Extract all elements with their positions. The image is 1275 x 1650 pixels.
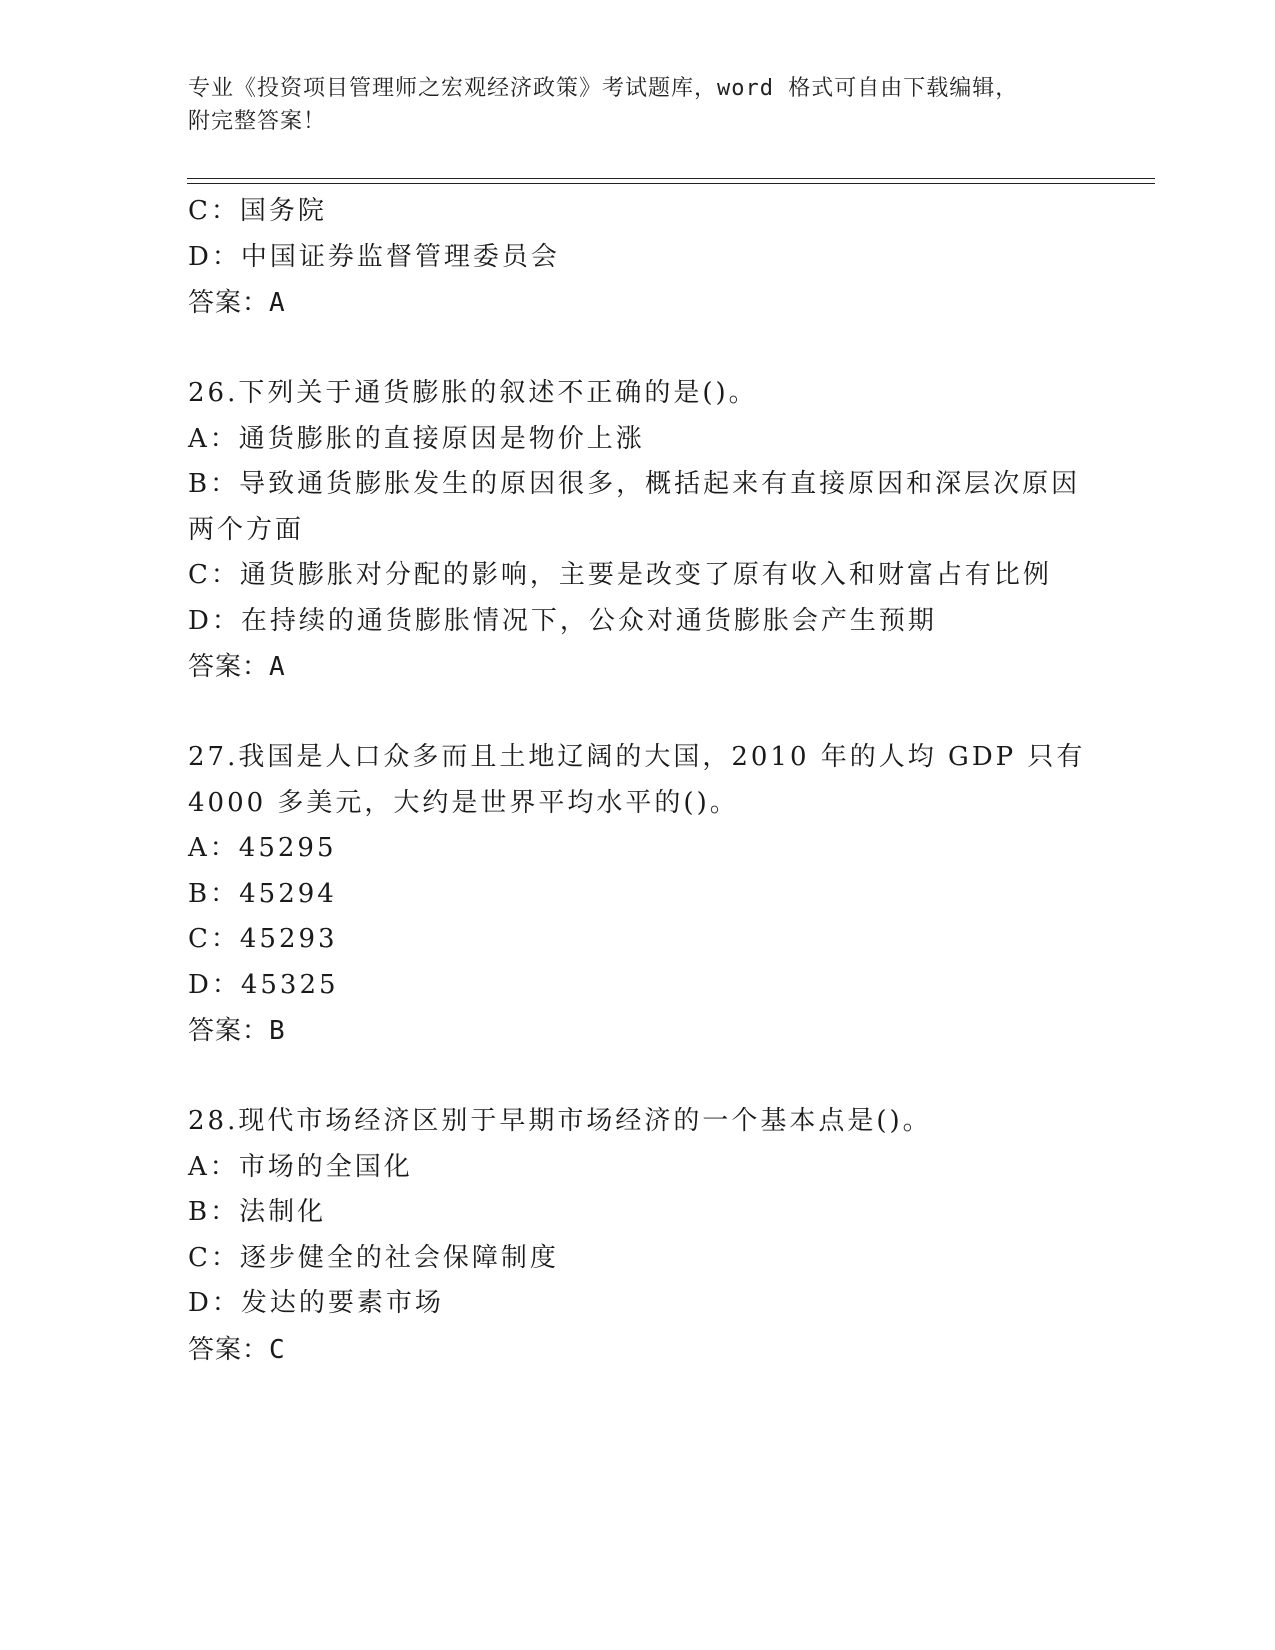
question-stem: 28.现代市场经济区别于早期市场经济的一个基本点是()。: [188, 1106, 932, 1136]
answer-label: 答案：: [188, 1016, 270, 1046]
answer-value: A: [269, 288, 286, 318]
option-line: [188, 235, 1088, 281]
question-block-28: [188, 1099, 1088, 1373]
question-stem: 27.我国是人口众多而且土地辽阔的大国，2010 年的人均 GDP 只有: [188, 742, 1086, 772]
option-line: A：45295: [188, 833, 337, 863]
option-line: D：发达的要素市场: [188, 1288, 444, 1318]
option-label: D：: [188, 241, 241, 272]
answer-line: [188, 280, 1088, 326]
answer-value: C: [269, 1334, 286, 1365]
option-line: B：45294: [188, 878, 337, 909]
question-block-27: [188, 735, 1088, 1054]
spacer: [188, 690, 1088, 735]
option-line: C：通货膨胀对分配的影响，主要是改变了原有收入和财富占有比例: [188, 560, 1052, 590]
document-header: [188, 72, 1088, 138]
header-rule-bottom: [187, 183, 1155, 184]
answer-value: A: [269, 652, 286, 682]
spacer: [188, 326, 1088, 371]
option-line: D：在持续的通货膨胀情况下，公众对通货膨胀会产生预期: [188, 605, 937, 636]
option-line: B：法制化: [188, 1197, 327, 1227]
header-line-1: 专业《投资项目管理师之宏观经济政策》考试题库，word 格式可自由下载编辑，: [188, 76, 1019, 101]
prev-question-block: [188, 189, 1088, 326]
header-rule-top: [187, 178, 1155, 179]
option-label: C：: [188, 196, 240, 226]
question-stem: 26.下列关于通货膨胀的叙述不正确的是()。: [188, 378, 758, 408]
answer-line: [188, 1008, 1088, 1054]
option-line: A：市场的全国化: [188, 1151, 413, 1182]
answer-value: B: [269, 1016, 286, 1046]
answer-label: 答案：: [188, 1334, 270, 1365]
question-stem-continuation: 4000 多美元，大约是世界平均水平的()。: [188, 787, 739, 818]
option-text: 国务院: [239, 196, 327, 226]
answer-label: 答案：: [188, 288, 270, 318]
option-line: C：45293: [188, 924, 338, 954]
option-line: [188, 189, 1088, 235]
option-line: A：通货膨胀的直接原因是物价上涨: [188, 423, 645, 454]
option-line-continuation: 两个方面: [188, 514, 305, 545]
option-line: B：导致通货膨胀发生的原因很多，概括起来有直接原因和深层次原因: [188, 469, 1081, 499]
answer-line: [188, 1327, 1088, 1373]
spacer: [188, 1054, 1088, 1099]
question-list: [188, 189, 1088, 1373]
question-block-26: [188, 371, 1088, 690]
answer-line: [188, 644, 1088, 690]
option-line: C：逐步健全的社会保障制度: [188, 1242, 559, 1273]
option-line: D：45325: [188, 969, 339, 1000]
header-line-2: 附完整答案！: [188, 109, 327, 134]
answer-label: 答案：: [188, 652, 270, 682]
option-text: 中国证券监督管理委员会: [240, 241, 560, 272]
